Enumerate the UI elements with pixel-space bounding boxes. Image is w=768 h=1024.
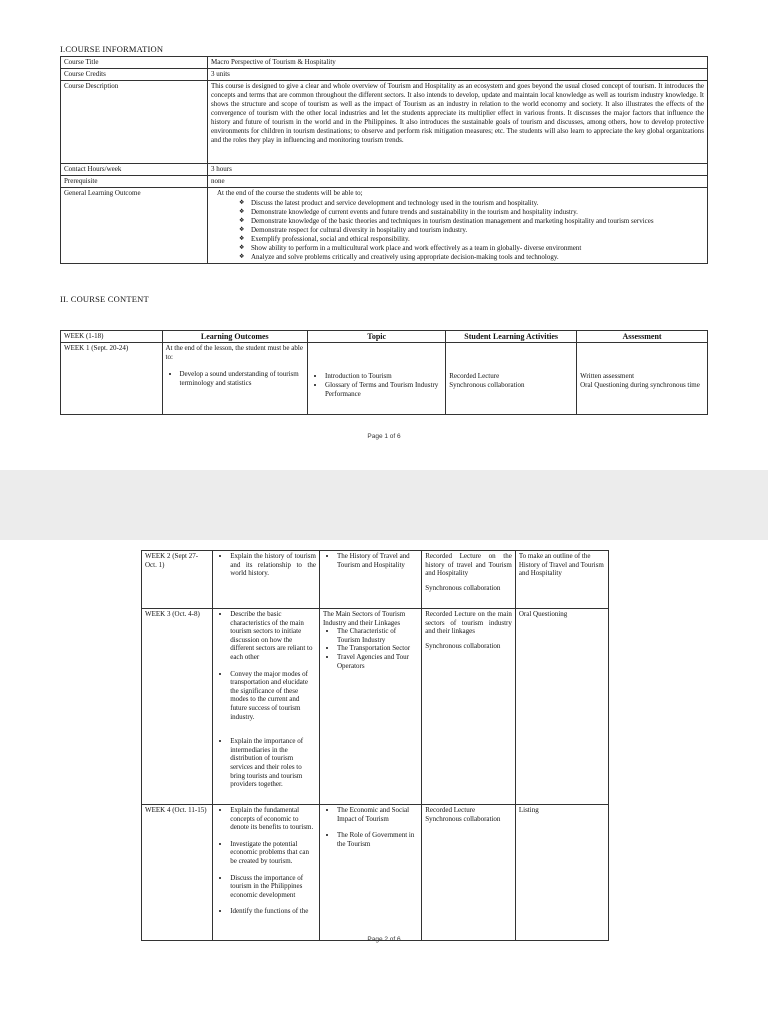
list-item: ❖ Show ability to perform in a multicultural work place and work effectively as a team in globally- diverse environment bbox=[241, 244, 704, 253]
topic-list bbox=[323, 552, 418, 569]
assessment-text: Written assessment Oral Questioning during synchronous time bbox=[580, 372, 700, 389]
table-row bbox=[61, 69, 708, 81]
list-item: • The Role of Government in the Tourism bbox=[337, 831, 418, 848]
week-1-topic bbox=[308, 343, 446, 415]
page-gap bbox=[0, 470, 768, 540]
list-item: • Explain the importance of intermediaries in the distribution of tourism services and their roles to bring tourists and tourism providers together. bbox=[230, 737, 316, 789]
table-row bbox=[61, 343, 708, 415]
table-row bbox=[61, 57, 708, 69]
header-week: WEEK (1-18) bbox=[61, 331, 163, 343]
list-item: • Describe the basic characteristics of the main tourism sectors to initiate discussion on how the different sectors are reliant to each other bbox=[230, 610, 316, 662]
list-item: • Explain the history of tourism and its relationship to the world history. bbox=[230, 552, 316, 578]
outcomes-intro: At the end of the lesson, the student must be able to: bbox=[165, 344, 303, 361]
week-3-outcomes bbox=[213, 609, 320, 805]
course-content-table-continued bbox=[141, 550, 609, 941]
week-4-outcomes bbox=[213, 805, 320, 941]
course-content-table bbox=[60, 330, 708, 415]
course-title-label: Course Title bbox=[61, 57, 208, 69]
list-item: • Convey the major modes of transportation and elucidate the significance of these modes to the current and future success of tourism industry. bbox=[230, 670, 316, 722]
week-1-label: WEEK 1 (Sept. 20-24) bbox=[61, 343, 163, 415]
list-item: ❖ Demonstrate knowledge of the basic theories and techniques in tourism destination management and marketing hospitality and tourism services bbox=[241, 217, 704, 226]
header-topic: Topic bbox=[308, 331, 446, 343]
prerequisite-label: Prerequisite bbox=[61, 176, 208, 188]
week-1-outcomes bbox=[162, 343, 308, 415]
list-item: • The Transportation Sector bbox=[337, 644, 418, 653]
week-4-assessment: Listing bbox=[515, 805, 608, 941]
activities-text: Recorded Lecture Synchronous collaboration bbox=[449, 372, 525, 389]
list-item: ❖ Exemplify professional, social and ethical responsibility. bbox=[241, 235, 704, 244]
topic-list bbox=[323, 627, 418, 670]
course-title-value: Macro Perspective of Tourism & Hospitality bbox=[208, 57, 708, 69]
page-1 bbox=[0, 0, 768, 470]
contact-hours-label: Contact Hours/week bbox=[61, 164, 208, 176]
course-description-value: This course is designed to give a clear and whole overview of Tourism and Hospitality as an ecosystem and goes beyond the usual closed concept of tourism. It introduces the concepts and terms that are common throughout the different sectors. It also intends to develop, update and maintain local knowledge as well as tourism industry knowledge. It shows the structure and scope of tourism as well as the impact of Tourism as an industry in relation to the world economy and society. It also illustrates the effects of the convergence of tourism with the other local industries and let the students appreciate its multiplier effect in various fronts. It discusses the major factors that influence the history and future of tourism in the world and in the Philippines. It also introduces the sustainable goals of tourism and discusses, among others, how to develop protective environments for children in tourism destinations; to observe and perform risk mitigation measures; etc. The students will also learn to appreciate the key global organizations and the roles they play in influencing and monitoring tourism trends. bbox=[208, 81, 708, 164]
table-row bbox=[142, 805, 609, 941]
page-2 bbox=[0, 540, 768, 1024]
table-row bbox=[61, 188, 708, 264]
outcomes-intro: At the end of the course the students will be able to; bbox=[217, 189, 363, 197]
list-item: • Develop a sound understanding of tourism terminology and statistics bbox=[180, 370, 305, 388]
prerequisite-value: none bbox=[208, 176, 708, 188]
topic-list bbox=[323, 806, 418, 848]
table-row bbox=[61, 81, 708, 164]
section-heading-course-content: II. COURSE CONTENT bbox=[60, 294, 149, 304]
list-item: • The Characteristic of Tourism Industry bbox=[337, 627, 418, 644]
outcomes-list bbox=[211, 199, 704, 262]
table-row bbox=[61, 164, 708, 176]
list-item: • Investigate the potential economic problems that can be created by tourism. bbox=[230, 840, 316, 866]
list-item: • Introduction to Tourism bbox=[325, 372, 442, 381]
list-item: • Identify the functions of the bbox=[230, 907, 316, 916]
week-2-assessment: To make an outline of the History of Travel and Tourism and Hospitality bbox=[515, 551, 608, 609]
week-3-label: WEEK 3 (Oct. 4-8) bbox=[142, 609, 213, 805]
activities-text: Synchronous collaboration bbox=[425, 583, 501, 592]
activities-text: Synchronous collaboration bbox=[425, 641, 501, 650]
activities-text: Recorded Lecture Synchronous collaboration bbox=[425, 806, 501, 823]
general-learning-outcome-label: General Learning Outcome bbox=[61, 188, 208, 264]
section-heading-course-information: I.COURSE INFORMATION bbox=[60, 44, 164, 54]
header-student-learning-activities: Student Learning Activities bbox=[446, 331, 577, 343]
week-2-label: WEEK 2 (Sept 27-Oct. 1) bbox=[142, 551, 213, 609]
table-row bbox=[142, 551, 609, 609]
table-row bbox=[142, 609, 609, 805]
list-item: • Travel Agencies and Tour Operators bbox=[337, 653, 418, 670]
course-credits-label: Course Credits bbox=[61, 69, 208, 81]
topic-list bbox=[311, 372, 442, 399]
week-2-topic bbox=[319, 551, 421, 609]
list-item: • The History of Travel and Tourism and Hospitality bbox=[337, 552, 418, 569]
list-item: ❖ Analyze and solve problems critically and creatively using appropriate decision-making tools and technology. bbox=[241, 253, 704, 262]
course-credits-value: 3 units bbox=[208, 69, 708, 81]
page-footer: Page 1 of 6 bbox=[367, 433, 401, 440]
list-item: • Explain the fundamental concepts of economic to denote its benefits to tourism. bbox=[230, 806, 316, 832]
table-header-row bbox=[61, 331, 708, 343]
list-item: ❖ Demonstrate respect for cultural diversity in hospitality and tourism industry. bbox=[241, 226, 704, 235]
week-3-topic bbox=[319, 609, 421, 805]
week-2-activities bbox=[422, 551, 516, 609]
week-3-assessment: Oral Questioning bbox=[515, 609, 608, 805]
activities-text: Recorded Lecture on the history of travel and Tourism and Hospitality bbox=[425, 552, 512, 578]
topic-intro: The Main Sectors of Tourism Industry and their Linkages bbox=[322, 610, 406, 627]
table-row bbox=[61, 176, 708, 188]
list-item: • Glossary of Terms and Tourism Industry Performance bbox=[325, 381, 442, 399]
list-item: ❖ Demonstrate knowledge of current events and future trends and sustainability in the tourism and hospitality industry. bbox=[241, 208, 704, 217]
week-2-outcomes bbox=[213, 551, 320, 609]
activities-text: Recorded Lecture on the main sectors of tourism industry and their linkages bbox=[425, 610, 512, 636]
header-assessment: Assessment bbox=[577, 331, 708, 343]
course-description-label: Course Description bbox=[61, 81, 208, 164]
header-learning-outcomes: Learning Outcomes bbox=[162, 331, 308, 343]
course-info-table bbox=[60, 56, 708, 264]
list-item: ❖ Discuss the latest product and service development and technology used in the tourism and hospitality. bbox=[241, 199, 704, 208]
week-1-assessment bbox=[577, 343, 708, 415]
page-footer: Page 2 of 6 bbox=[367, 936, 401, 943]
week-4-topic bbox=[319, 805, 421, 941]
outcomes-list bbox=[216, 552, 316, 578]
week-3-activities bbox=[422, 609, 516, 805]
week-4-label: WEEK 4 (Oct. 11-15) bbox=[142, 805, 213, 941]
outcomes-list bbox=[216, 610, 316, 789]
week-4-activities bbox=[422, 805, 516, 941]
outcomes-list bbox=[166, 370, 305, 388]
list-item: • The Economic and Social Impact of Tourism bbox=[337, 806, 418, 823]
outcomes-list bbox=[216, 806, 316, 916]
week-1-activities bbox=[446, 343, 577, 415]
contact-hours-value: 3 hours bbox=[208, 164, 708, 176]
general-learning-outcome-value bbox=[208, 188, 708, 264]
list-item: • Discuss the importance of tourism in the Philippines economic development bbox=[230, 874, 316, 900]
